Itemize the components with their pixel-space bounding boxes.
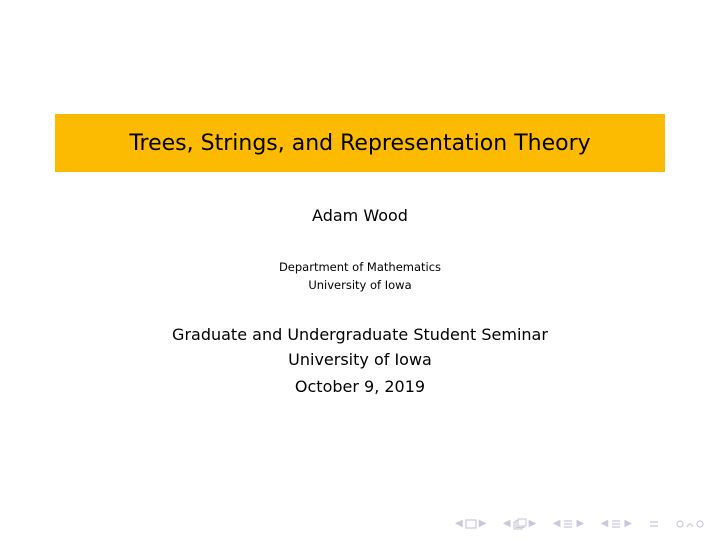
subsection-icon[interactable] xyxy=(513,518,527,530)
slide-title: Trees, Strings, and Representation Theory xyxy=(129,130,591,156)
presentation-icon[interactable] xyxy=(610,518,622,530)
subsection-next-arrow-icon[interactable]: ▶ xyxy=(528,518,537,529)
department-name: Department of Mathematics xyxy=(278,260,442,274)
subsection-nav xyxy=(503,518,536,530)
subsection-prev-arrow-icon[interactable]: ◀ xyxy=(502,518,511,529)
frame-prev-arrow-icon[interactable]: ◀ xyxy=(455,518,463,529)
presentation-prev-arrow-icon[interactable]: ◀ xyxy=(600,518,609,529)
align-nav xyxy=(649,518,659,530)
section-icon[interactable] xyxy=(562,518,574,530)
frame-next-arrow-icon[interactable]: ▶ xyxy=(478,518,487,529)
author-name: Adam Wood xyxy=(312,206,408,225)
align-icon[interactable] xyxy=(649,518,659,530)
presentation-nav xyxy=(601,518,632,530)
event-location: University of Iowa xyxy=(288,350,432,369)
presentation-next-arrow-icon[interactable]: ▶ xyxy=(624,518,633,529)
section-prev-arrow-icon[interactable]: ◀ xyxy=(552,518,561,529)
search-icon[interactable] xyxy=(675,518,705,530)
institute-name: University of Iowa xyxy=(308,278,412,292)
event-name: Graduate and Undergraduate Student Seminar xyxy=(172,325,548,344)
event-date: October 9, 2019 xyxy=(294,377,426,396)
search-nav xyxy=(675,518,705,530)
title-box xyxy=(55,114,665,172)
frame-icon[interactable] xyxy=(465,519,477,529)
section-next-arrow-icon[interactable]: ▶ xyxy=(576,518,585,529)
section-nav xyxy=(553,518,584,530)
beamer-navigation-bar xyxy=(455,516,705,532)
frame-nav xyxy=(455,519,486,529)
